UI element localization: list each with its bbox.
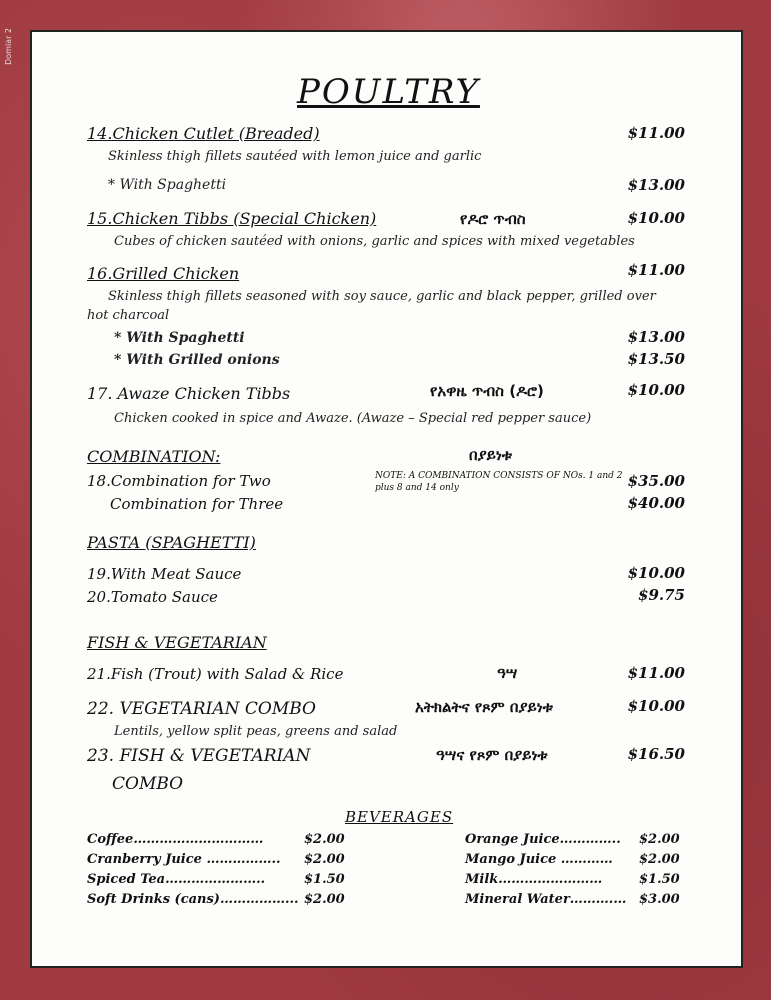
page-title: POULTRY	[297, 72, 480, 112]
item-14-sub-price: $13.00	[627, 176, 685, 194]
item-16-sub-onions: * With Grilled onions	[114, 352, 280, 368]
beverage-spiced-tea: Spiced Tea…………………..	[87, 872, 266, 887]
combination-two-price: $35.00	[627, 472, 685, 490]
item-22-name: 22. VEGETARIAN COMBO	[87, 699, 316, 719]
item-21-name: 21.Fish (Trout) with Salad & Rice	[87, 665, 344, 683]
pasta-meat-sauce-price: $10.00	[627, 564, 685, 582]
beverage-orange-juice-price: $2.00	[639, 832, 680, 847]
combination-three: Combination for Three	[110, 495, 284, 513]
beverage-orange-juice: Orange Juice…………..	[465, 832, 621, 847]
item-15-amharic: የዶሮ ጥብስ	[460, 210, 526, 228]
item-23-amharic: ዓሣና የጾም በያይነቱ	[436, 746, 548, 764]
item-16-desc: Skinless thigh fillets seasoned with soy sauce, garlic and black pepper, grilled over	[108, 289, 656, 304]
beverage-mango-juice: Mango Juice …………	[465, 852, 613, 867]
item-16-sub-spaghetti-price: $13.00	[627, 328, 685, 346]
beverage-coffee: Coffee…………………………	[87, 832, 264, 847]
item-15-price: $10.00	[627, 209, 685, 227]
item-22-desc: Lentils, yellow split peas, greens and salad	[114, 724, 398, 739]
combination-heading: COMBINATION:	[87, 447, 221, 466]
fish-vegetarian-heading: FISH & VEGETARIAN	[87, 633, 267, 652]
item-16-desc-cont: hot charcoal	[87, 308, 170, 323]
item-17-amharic: የአዋዜ ጥብስ (ዶሮ)	[430, 382, 544, 400]
beverage-milk: Milk……………………	[465, 872, 603, 887]
item-16-price: $11.00	[627, 261, 685, 279]
item-16-sub-onions-price: $13.50	[627, 350, 685, 368]
combination-two: 18.Combination for Two	[87, 472, 271, 490]
beverage-milk-price: $1.50	[639, 872, 680, 887]
beverage-soft-drinks: Soft Drinks (cans)……………...	[87, 892, 299, 907]
item-23-name-cont: COMBO	[112, 774, 184, 794]
combination-three-price: $40.00	[627, 494, 685, 512]
beverage-soft-drinks-price: $2.00	[304, 892, 345, 907]
item-16-sub-spaghetti: * With Spaghetti	[114, 330, 245, 346]
beverage-mango-juice-price: $2.00	[639, 852, 680, 867]
item-23-price: $16.50	[627, 745, 685, 763]
item-17-desc: Chicken cooked in spice and Awaze. (Awaze – Special red pepper sauce)	[114, 411, 592, 426]
item-16-name: 16.Grilled Chicken	[87, 264, 240, 283]
combination-amharic: በያይነቱ	[469, 446, 512, 464]
item-22-price: $10.00	[627, 697, 685, 715]
beverage-cranberry: Cranberry Juice ……………..	[87, 852, 281, 867]
side-label: Domiar 2	[4, 28, 13, 65]
item-14-desc: Skinless thigh fillets sautéed with lemon juice and garlic	[108, 149, 482, 164]
beverage-spiced-tea-price: $1.50	[304, 872, 345, 887]
beverage-mineral-water: Mineral Water……….…	[465, 892, 627, 907]
item-14-name: 14.Chicken Cutlet (Breaded)	[87, 124, 320, 143]
item-21-amharic: ዓሣ	[497, 664, 518, 682]
combination-note: NOTE: A COMBINATION CONSISTS OF NOs. 1 and 2 plus 8 and 14 only	[375, 471, 623, 493]
pasta-tomato-sauce: 20.Tomato Sauce	[87, 588, 218, 606]
beverage-cranberry-price: $2.00	[304, 852, 345, 867]
item-17-name: 17. Awaze Chicken Tibbs	[87, 384, 291, 403]
item-15-desc: Cubes of chicken sautéed with onions, garlic and spices with mixed vegetables	[114, 234, 635, 249]
item-21-price: $11.00	[627, 664, 685, 682]
pasta-meat-sauce: 19.With Meat Sauce	[87, 565, 242, 583]
beverages-heading: BEVERAGES	[345, 808, 454, 826]
item-17-price: $10.00	[627, 381, 685, 399]
item-22-amharic: አትክልትና የጾም በያይነቱ	[415, 698, 553, 716]
menu-sheet	[30, 30, 743, 968]
item-15-name: 15.Chicken Tibbs (Special Chicken)	[87, 209, 377, 228]
beverage-mineral-water-price: $3.00	[639, 892, 680, 907]
beverage-coffee-price: $2.00	[304, 832, 345, 847]
item-14-price: $11.00	[627, 124, 685, 142]
pasta-heading: PASTA (SPAGHETTI)	[87, 533, 256, 552]
pasta-tomato-sauce-price: $9.75	[638, 586, 685, 604]
item-14-sub: * With Spaghetti	[108, 177, 227, 193]
item-23-name: 23. FISH & VEGETARIAN	[87, 746, 311, 766]
